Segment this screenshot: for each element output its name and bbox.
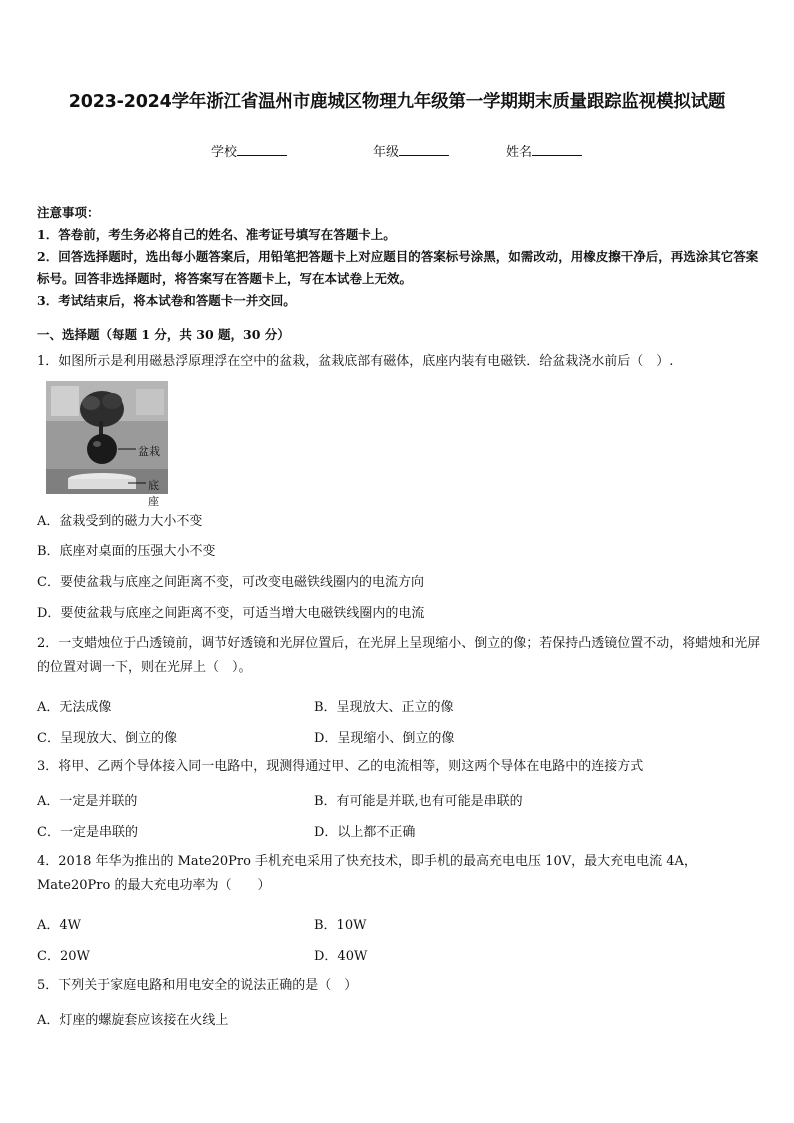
q3-option-b: B．有可能是并联,也有可能是串联的 xyxy=(314,794,523,809)
maglev-plant-figure xyxy=(46,381,168,508)
base-label: 底座 xyxy=(148,479,159,508)
q2-option-b: B．呈现放大、正立的像 xyxy=(314,700,454,715)
grade-field xyxy=(373,141,449,160)
q1-option-d: D．要使盆栽与底座之间距离不变，可适当增大电磁铁线圈内的电流 xyxy=(37,606,425,621)
q1-option-a: A．盆栽受到的磁力大小不变 xyxy=(37,514,203,529)
q4-option-b: B．10W xyxy=(314,918,367,933)
section-heading: 一、选择题（每题 1 分，共 30 题，30 分） xyxy=(37,327,290,342)
note-item: 3．考试结束后，将本试卷和答题卡一并交回。 xyxy=(37,293,296,308)
q5-option-a: A．灯座的螺旋套应该接在火线上 xyxy=(37,1013,229,1028)
q4-option-c: C．20W xyxy=(37,949,90,964)
school-blank xyxy=(237,143,287,156)
q4-option-a: A．4W xyxy=(37,918,82,933)
note-item: 2．回答选择题时，选出每小题答案后，用铅笔把答题卡上对应题目的答案标号涂黑，如需改动，用橡皮擦干净后，再选涂其它答案标号。回答非选择题时，将答案写在答题卡上，写在本试卷上无效。 xyxy=(37,249,759,286)
q2-option-a: A．无法成像 xyxy=(37,700,112,715)
note-item: 1．答卷前，考生务必将自己的姓名、准考证号填写在答题卡上。 xyxy=(37,227,396,242)
pot-label: 盆栽 xyxy=(138,445,160,458)
q4-option-d: D．40W xyxy=(314,949,368,964)
question-2-stem: 2．一支蜡烛位于凸透镜前，调节好透镜和光屏位置后，在光屏上呈现缩小、倒立的像；若保持凸透镜位置不动，将蜡烛和光屏的位置对调一下，则在光屏上（ ）。 xyxy=(37,636,761,675)
q2-option-c: C．呈现放大、倒立的像 xyxy=(37,731,177,746)
question-3-stem: 3．将甲、乙两个导体接入同一电路中，现测得通过甲、乙的电流相等，则这两个导体在电路中的连接方式 xyxy=(37,759,644,774)
question-1-stem: 1．如图所示是利用磁悬浮原理浮在空中的盆栽，盆栽底部有磁体，底座内装有电磁铁．给盆栽浇水前后（ ）. xyxy=(37,354,674,369)
q3-option-a: A．一定是并联的 xyxy=(37,794,138,809)
q2-option-d: D．呈现缩小、倒立的像 xyxy=(314,731,455,746)
notes-block xyxy=(37,202,762,312)
grade-label: 年级 xyxy=(373,145,400,160)
q3-option-c: C．一定是串联的 xyxy=(37,825,138,840)
q1-option-c: C．要使盆栽与底座之间距离不变，可改变电磁铁线圈内的电流方向 xyxy=(37,575,424,590)
notes-heading: 注意事项： xyxy=(37,205,100,220)
exam-title: 2023-2024学年浙江省温州市鹿城区物理九年级第一学期期末质量跟踪监视模拟试题 xyxy=(68,92,726,112)
school-label: 学校 xyxy=(211,145,238,160)
question-4-stem: 4．2018 年华为推出的 Mate20Pro 手机充电采用了快充技术，即手机的最高充电电压 10V，最大充电电流 4A，Mate20Pro 的最大充电功率为（ ） xyxy=(37,854,697,893)
name-label: 姓名 xyxy=(506,145,533,160)
question-5-stem: 5．下列关于家庭电路和用电安全的说法正确的是（ ） xyxy=(37,978,358,993)
grade-blank xyxy=(399,143,449,156)
name-field xyxy=(506,141,582,160)
name-blank xyxy=(532,143,582,156)
q1-option-b: B．底座对桌面的压强大小不变 xyxy=(37,544,216,559)
q3-option-d: D．以上都不正确 xyxy=(314,825,416,840)
school-field xyxy=(211,141,287,160)
